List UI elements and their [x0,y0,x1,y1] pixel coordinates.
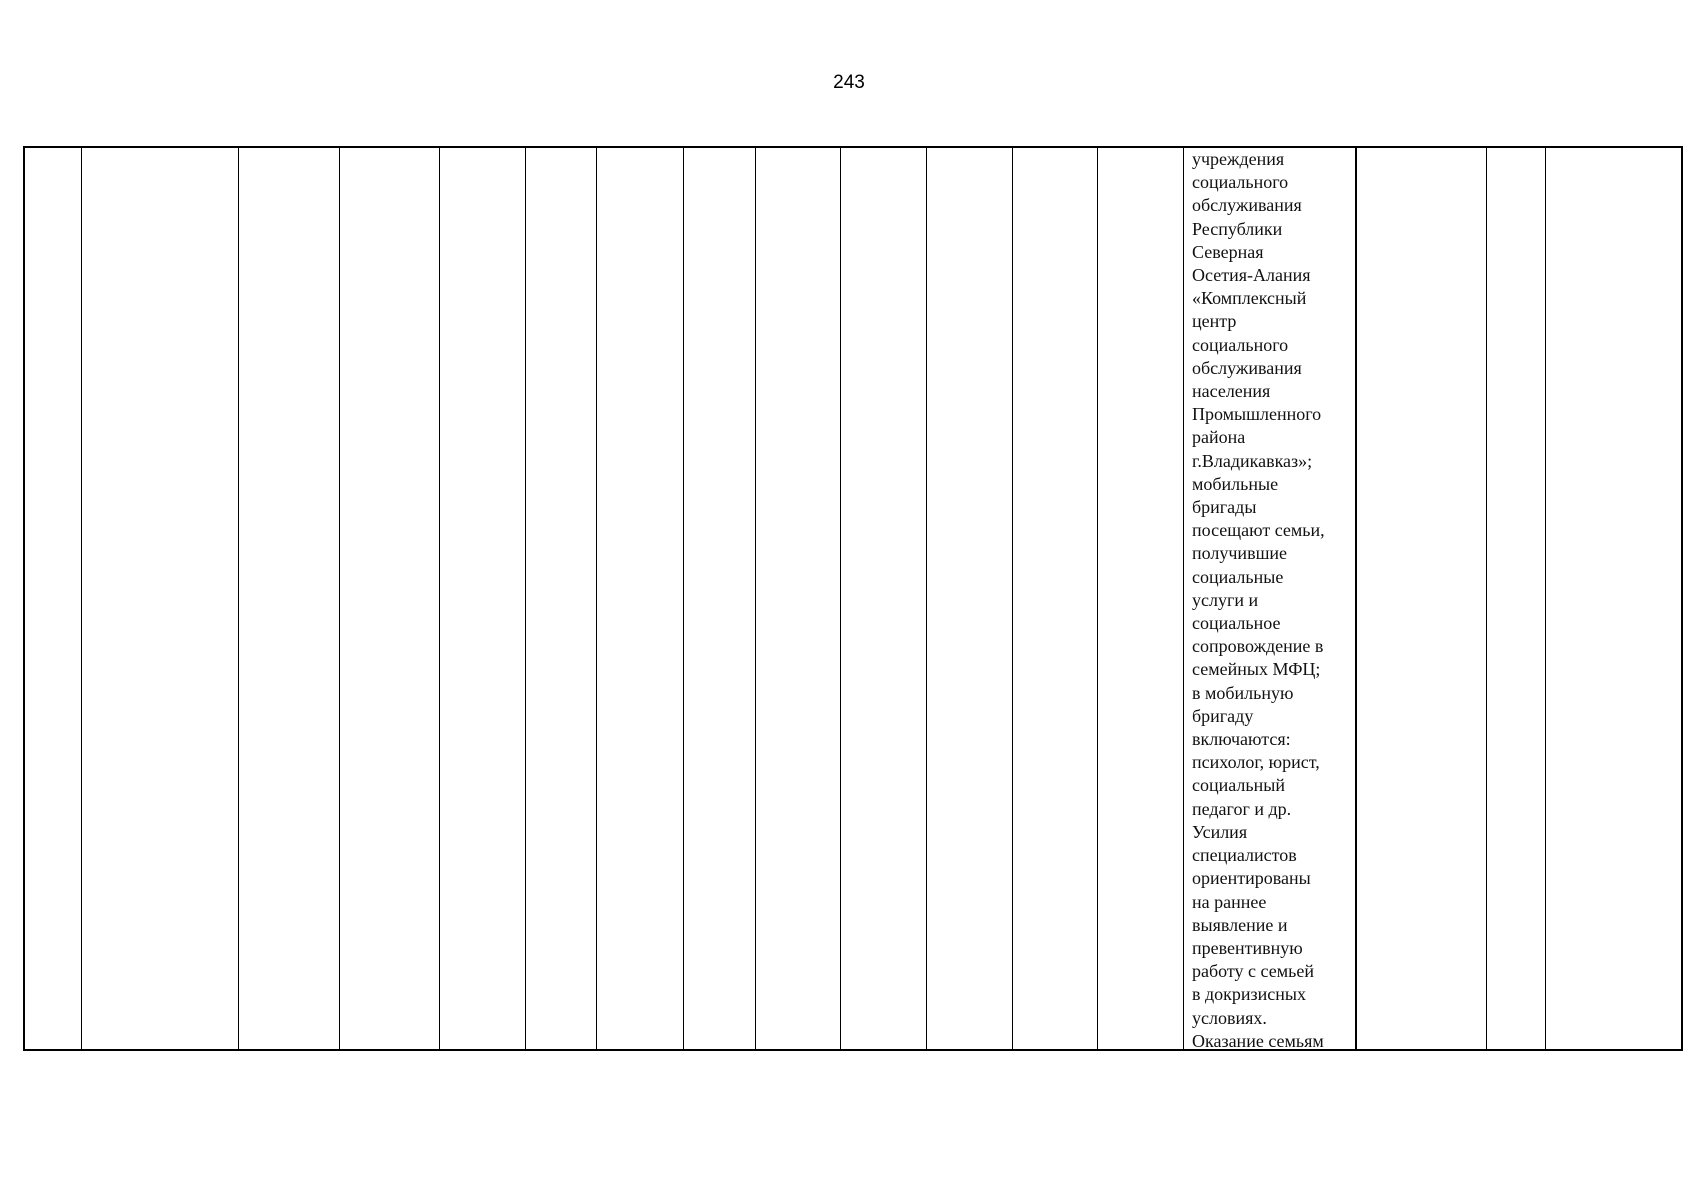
column-divider [926,148,927,1049]
document-table [23,146,1683,1051]
column-divider [1012,148,1013,1049]
column-divider [339,148,340,1049]
page-number: 243 [833,72,865,93]
column-divider [1183,148,1184,1049]
column-divider [840,148,841,1049]
column-divider [238,148,239,1049]
column-divider [683,148,684,1049]
column-divider [525,148,526,1049]
column-divider [1486,148,1487,1049]
column-divider [439,148,440,1049]
column-divider [81,148,82,1049]
table-cell-text: учреждения социального обслуживания Республики Северная Осетия-Алания «Комплексный центр социального обслуживания населения Промышленного района г.Владикавказ»; мобильные бригады посещают семьи, получившие социальные услуги и социальное сопровождение в семейных МФЦ; в мобильную бригаду включаются: психолог, юрист, социальный педагог и др. Усилия специалистов ориентированы на раннее выявление и превентивную работу с семьей в докризисных условиях. Оказание семьям [1192,149,1325,1051]
column-divider [596,148,597,1049]
column-divider [1097,148,1098,1049]
column-divider [755,148,756,1049]
column-divider [1545,148,1546,1049]
